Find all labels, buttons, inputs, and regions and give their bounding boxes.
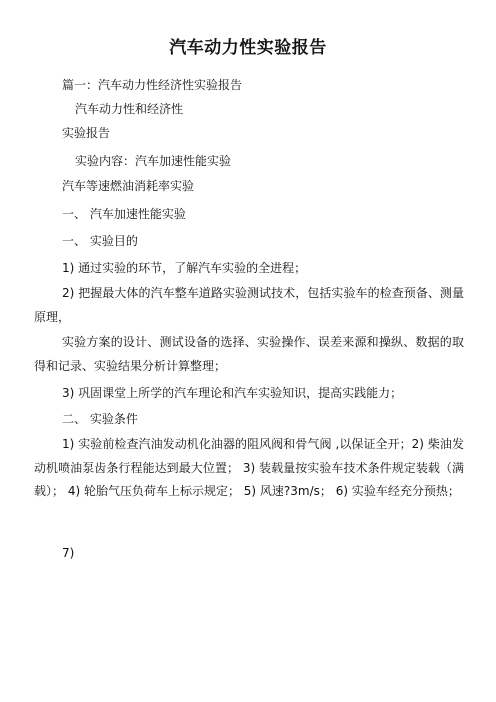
conditions-item-7: 7) xyxy=(62,546,75,560)
conditions-paragraph: 1) 实验前检查汽油发动机化油器的阻风阀和骨气阀 ,以保证全开；2) 柴油发动机喷油泵齿条行程能达到最大位置； 3) 装载量按实验车技术条件规定装载（满载）； 4) 轮胎气压负荷车上标示规定； 5) 风速?3m/s； 6) 实验车经充分预热； xyxy=(34,437,464,498)
purpose-item-2-continued: 实验方案的设计、测试设备的选择、实验操作、误差来源和操纵、数据的取得和记录、实验结果分析计算整理； xyxy=(34,335,464,373)
purpose-item-2: 2) 把握最大体的汽车整车道路实验测试技术，包括实验车的检查预备、测量原理， xyxy=(34,286,464,324)
document-title: 汽车动力性实验报告 xyxy=(169,38,327,58)
subsection-purpose: 一、 实验目的 xyxy=(62,234,138,248)
section-heading-1: 一、 汽车加速性能实验 xyxy=(62,207,186,221)
fuel-consumption-line: 汽车等速燃油消耗率实验 xyxy=(62,179,195,193)
subsection-conditions: 二、 实验条件 xyxy=(62,412,138,426)
purpose-item-3: 3) 巩固课堂上所学的汽车理论和汽车实验知识，提高实践能力； xyxy=(62,386,403,400)
purpose-item-1: 1) 通过实验的环节，了解汽车实验的全进程； xyxy=(62,261,307,275)
subtitle-line: 汽车动力性和经济性 xyxy=(75,102,184,116)
report-label: 实验报告 xyxy=(62,126,111,140)
experiment-content: 实验内容：汽车加速性能实验 xyxy=(75,154,232,168)
article-heading: 篇一：汽车动力性经济性实验报告 xyxy=(62,78,243,92)
